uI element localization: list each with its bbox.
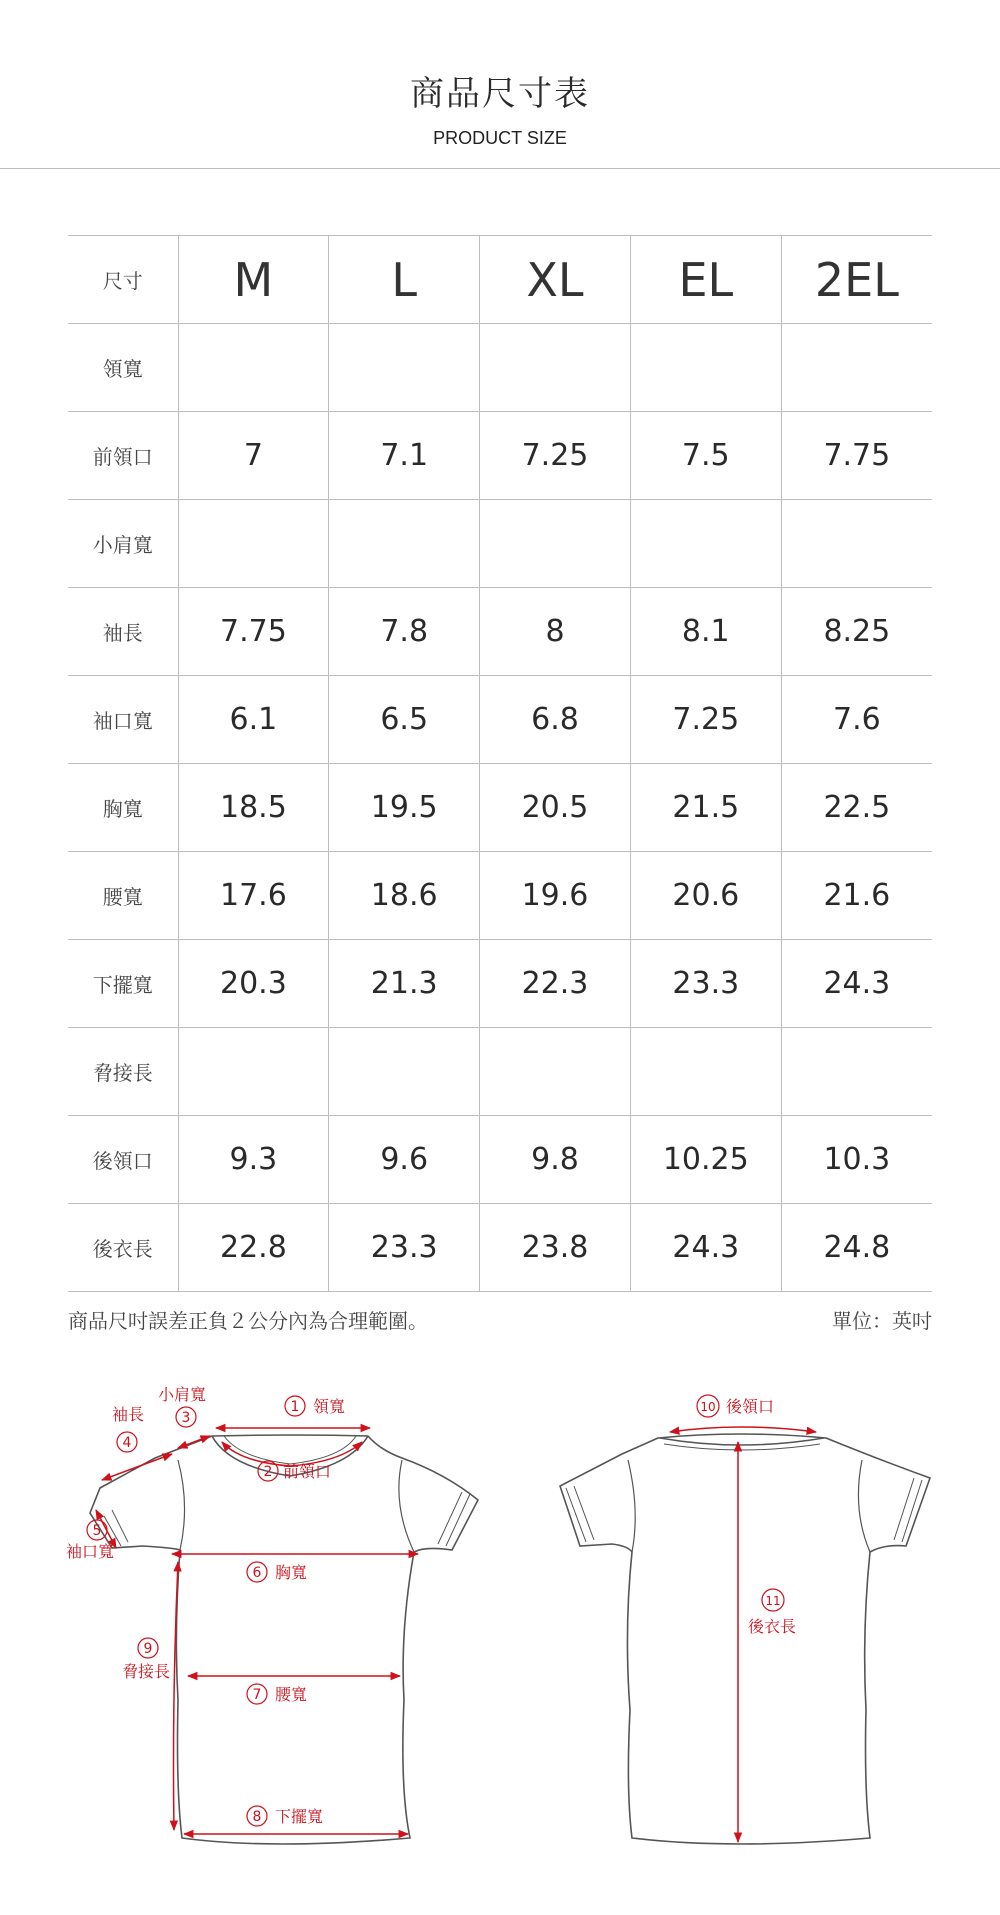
table-row	[68, 676, 932, 764]
table-notes	[68, 1305, 932, 1334]
table-cell: 6.5	[329, 676, 480, 764]
sleeve-line	[102, 1454, 172, 1480]
table-cell	[178, 324, 329, 412]
table-cell: 20.6	[630, 852, 781, 940]
page-header	[0, 0, 1000, 169]
table-cell: 7.8	[329, 588, 480, 676]
sleeve-label: 袖長	[112, 1405, 145, 1424]
row-label: 下擺寬	[68, 940, 178, 1028]
table-cell: 23.3	[329, 1204, 480, 1292]
table-cell	[630, 500, 781, 588]
size-header: XL	[480, 236, 631, 324]
row-label: 後領口	[68, 1116, 178, 1204]
table-cell: 18.6	[329, 852, 480, 940]
unit-note: 單位：英吋	[832, 1309, 932, 1333]
table-cell	[178, 500, 329, 588]
table-row	[68, 1028, 932, 1116]
table-cell: 8	[480, 588, 631, 676]
table-cell: 22.5	[781, 764, 932, 852]
table-cell: 7.75	[781, 412, 932, 500]
table-cell: 10.25	[630, 1116, 781, 1204]
table-cell: 7	[178, 412, 329, 500]
table-cell: 19.5	[329, 764, 480, 852]
table-cell	[329, 500, 480, 588]
table-cell	[480, 500, 631, 588]
table-cell: 24.8	[781, 1204, 932, 1292]
table-cell: 7.75	[178, 588, 329, 676]
table-cell: 9.3	[178, 1116, 329, 1204]
neck-width-label: 領寬	[313, 1397, 346, 1416]
size-header-row	[68, 236, 932, 324]
front-measure-lines	[96, 1428, 418, 1834]
table-cell: 23.3	[630, 940, 781, 1028]
tolerance-note: 商品尺吋誤差正負２公分內為合理範圍。	[68, 1309, 428, 1333]
table-cell: 7.6	[781, 676, 932, 764]
corner-label: 尺寸	[68, 236, 178, 324]
table-cell: 23.8	[480, 1204, 631, 1292]
row-label: 胸寬	[68, 764, 178, 852]
hem-num: 8	[252, 1809, 262, 1825]
row-label: 袖口寬	[68, 676, 178, 764]
waist-label: 腰寬	[275, 1685, 308, 1704]
sleeve-num: 4	[122, 1435, 132, 1451]
row-label: 領寬	[68, 324, 178, 412]
side-seam-num: 9	[143, 1641, 153, 1657]
table-cell	[781, 1028, 932, 1116]
shoulder-label: 小肩寬	[158, 1385, 207, 1404]
row-label: 袖長	[68, 588, 178, 676]
back-labels	[697, 1395, 796, 1636]
row-label: 腰寬	[68, 852, 178, 940]
table-cell: 6.1	[178, 676, 329, 764]
table-cell: 22.8	[178, 1204, 329, 1292]
measurement-diagram	[0, 1370, 1000, 1910]
cuff-num: 5	[92, 1523, 102, 1539]
back-neck-num: 10	[700, 1400, 716, 1414]
table-cell: 17.6	[178, 852, 329, 940]
table-row	[68, 764, 932, 852]
page-subtitle: PRODUCT SIZE	[433, 128, 567, 148]
row-label: 後衣長	[68, 1204, 178, 1292]
back-length-num: 11	[765, 1594, 781, 1608]
table-cell: 20.3	[178, 940, 329, 1028]
back-length-label: 後衣長	[748, 1617, 797, 1636]
front-neck-label: 前領口	[283, 1462, 332, 1481]
table-cell: 19.6	[480, 852, 631, 940]
chest-num: 6	[252, 1565, 262, 1581]
table-cell	[630, 324, 781, 412]
front-neck-num: 2	[263, 1464, 273, 1480]
table-cell: 24.3	[630, 1204, 781, 1292]
table-cell: 22.3	[480, 940, 631, 1028]
table-cell	[329, 1028, 480, 1116]
size-table-body	[68, 324, 932, 1292]
size-table	[68, 235, 932, 1292]
table-cell: 7.5	[630, 412, 781, 500]
table-row	[68, 324, 932, 412]
table-cell: 21.5	[630, 764, 781, 852]
shoulder-line	[178, 1436, 210, 1448]
back-neck-label: 後領口	[726, 1397, 775, 1416]
table-cell: 8.25	[781, 588, 932, 676]
table-row	[68, 852, 932, 940]
row-label: 脅接長	[68, 1028, 178, 1116]
table-cell: 9.8	[480, 1116, 631, 1204]
size-header: EL	[630, 236, 781, 324]
table-cell: 7.25	[480, 412, 631, 500]
table-row	[68, 1116, 932, 1204]
table-cell	[178, 1028, 329, 1116]
table-cell	[480, 324, 631, 412]
table-cell: 21.6	[781, 852, 932, 940]
chest-label: 胸寬	[275, 1563, 308, 1582]
back-shirt-outline	[560, 1434, 930, 1844]
front-labels	[66, 1385, 345, 1826]
neck-width-num: 1	[290, 1399, 300, 1415]
table-row	[68, 1204, 932, 1292]
table-cell: 21.3	[329, 940, 480, 1028]
table-cell	[781, 500, 932, 588]
table-cell: 10.3	[781, 1116, 932, 1204]
table-cell	[781, 324, 932, 412]
table-cell: 6.8	[480, 676, 631, 764]
table-row	[68, 500, 932, 588]
table-cell: 20.5	[480, 764, 631, 852]
table-row	[68, 940, 932, 1028]
table-cell: 8.1	[630, 588, 781, 676]
waist-num: 7	[252, 1687, 262, 1703]
shoulder-num: 3	[181, 1410, 191, 1426]
table-cell: 9.6	[329, 1116, 480, 1204]
table-cell: 7.1	[329, 412, 480, 500]
table-cell	[630, 1028, 781, 1116]
cuff-label: 袖口寬	[66, 1542, 115, 1561]
table-row	[68, 588, 932, 676]
size-header: L	[329, 236, 480, 324]
front-shirt-outline	[90, 1435, 478, 1844]
table-row	[68, 412, 932, 500]
table-cell: 24.3	[781, 940, 932, 1028]
size-header: 2EL	[781, 236, 932, 324]
table-cell: 7.25	[630, 676, 781, 764]
table-cell	[329, 324, 480, 412]
back-neck-line	[670, 1427, 816, 1432]
table-cell	[480, 1028, 631, 1116]
size-header: M	[178, 236, 329, 324]
page-title: 商品尺寸表	[410, 74, 590, 114]
table-cell: 18.5	[178, 764, 329, 852]
side-seam-label: 脅接長	[122, 1662, 171, 1681]
row-label: 小肩寬	[68, 500, 178, 588]
row-label: 前領口	[68, 412, 178, 500]
hem-label: 下擺寬	[275, 1807, 324, 1826]
